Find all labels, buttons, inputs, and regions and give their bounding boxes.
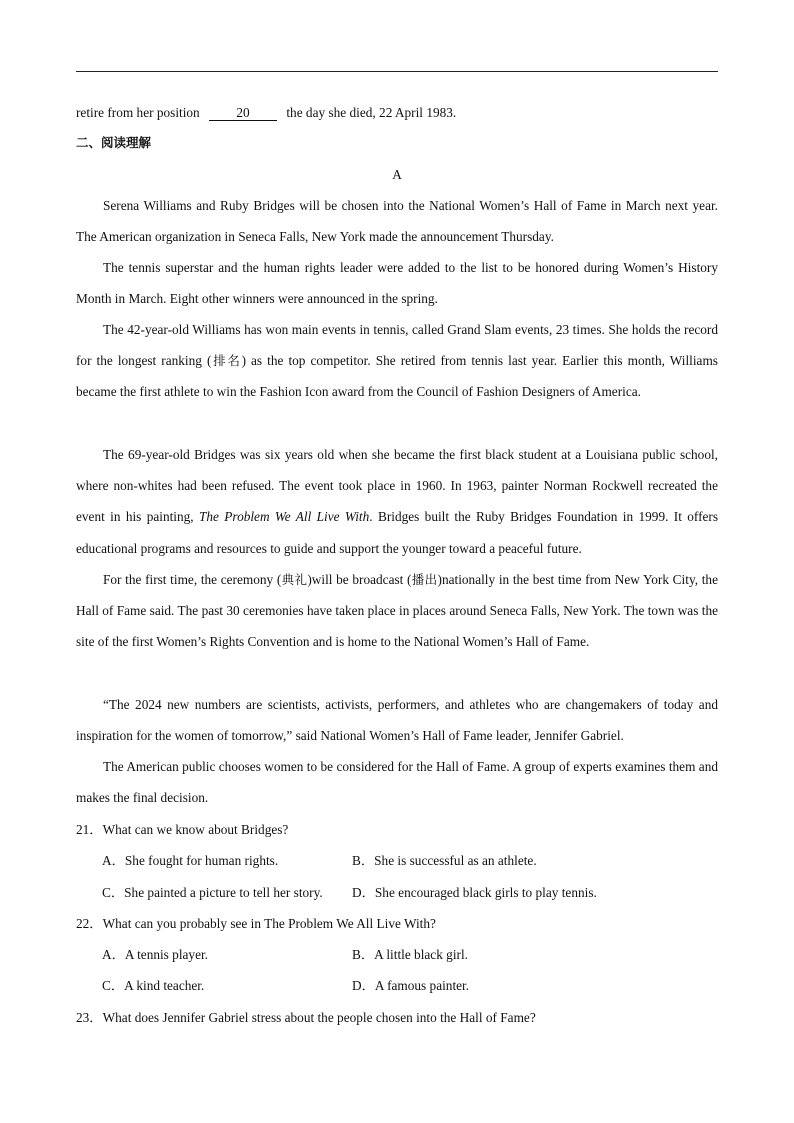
passage-paragraph-5 <box>76 564 718 658</box>
question-22-option-d[interactable]: D．A famous painter. <box>352 978 470 993</box>
question-22-option-a[interactable]: A．A tennis player. <box>102 947 208 962</box>
question-22-option-b[interactable]: B．A little black girl. <box>352 947 468 962</box>
passage-paragraph-7: The American public chooses women to be considered for the Hall of Fame. A group of experts examines them and makes the final decision. <box>76 759 718 806</box>
passage-label: A <box>392 167 402 182</box>
section-heading: 二、阅读理解 <box>76 135 152 150</box>
p5-text-c: )nationally in the best time from New York City, the Hall of Fame said. The past 30 ceremonies have taken place in places around Seneca Falls, New York. The town was the site of the first Women’s Rights Convention and is home to the National Women’s Hall of Fame. <box>76 572 718 650</box>
passage-paragraph-1: Serena Williams and Ruby Bridges will be chosen into the National Women’s Hall of Fame in March next year. The American organization in Seneca Falls, New York made the announcement Thursday. <box>76 198 718 245</box>
p4-text-a: The 69-year-old Bridges was six years old when she became the first black student at a Louisiana public school, where non-whites had been refused. The event took place in 1960. In 1963, painter Norman Rockwell recreated the event in his painting, <box>76 447 718 525</box>
gloss-broadcast: 播出 <box>411 572 438 587</box>
passage-paragraph-3 <box>76 314 718 408</box>
header-rule <box>76 71 718 72</box>
gloss-ranking: 排名 <box>211 353 242 369</box>
gloss-ceremony: 典礼 <box>281 572 308 587</box>
question-21-option-d[interactable]: D．She encouraged black girls to play tennis. <box>352 885 597 900</box>
question-21-option-a[interactable]: A．She fought for human rights. <box>102 853 279 868</box>
p5-text-b: )will be broadcast ( <box>307 572 412 587</box>
answer-blank: 20 <box>209 106 277 121</box>
question-22-option-c[interactable]: C．A kind teacher. <box>102 978 205 993</box>
p3-text-b: ) as the top competitor. She retired from tennis last year. Earlier this month, Williams became the first athlete to win the Fashion Icon award from the Council of Fashion Designers of America. <box>76 353 718 400</box>
question-23-stem: 23．What does Jennifer Gabriel stress about the people chosen into the Hall of Fame? <box>76 1010 536 1025</box>
painting-title: The Problem We All Live With <box>198 509 370 525</box>
p4-text-b: . Bridges built the Ruby Bridges Foundation in 1999. It offers educational programs and resources to guide and support the younger toward a peaceful future. <box>76 509 719 556</box>
passage-paragraph-2: The tennis superstar and the human rights leader were added to the list to be honored during Women’s History Month in March. Eight other winners were announced in the spring. <box>76 260 718 307</box>
p5-text-a: For the first time, the ceremony ( <box>103 572 282 587</box>
fill-line-after: the day she died, 22 April 1983. <box>286 105 457 120</box>
p3-text-a: The 42-year-old Williams has won main events in tennis, called Grand Slam events, 23 times. She holds the record for the longest ranking ( <box>76 322 718 369</box>
question-21-option-c[interactable]: C．She painted a picture to tell her story. <box>102 885 323 900</box>
passage-paragraph-4 <box>76 439 718 564</box>
question-22-stem: 22．What can you probably see in The Problem We All Live With? <box>76 916 436 931</box>
question-21-option-b[interactable]: B．She is successful as an athlete. <box>352 853 537 868</box>
fill-line-before: retire from her position <box>76 105 200 120</box>
fill-in-line <box>76 105 456 121</box>
passage-paragraph-6: “The 2024 new numbers are scientists, activists, performers, and athletes who are changemakers of today and inspiration for the women of tomorrow,” said National Women’s Hall of Fame leader, Jennifer Gabriel. <box>76 697 718 744</box>
question-21-stem: 21．What can we know about Bridges? <box>76 822 289 837</box>
